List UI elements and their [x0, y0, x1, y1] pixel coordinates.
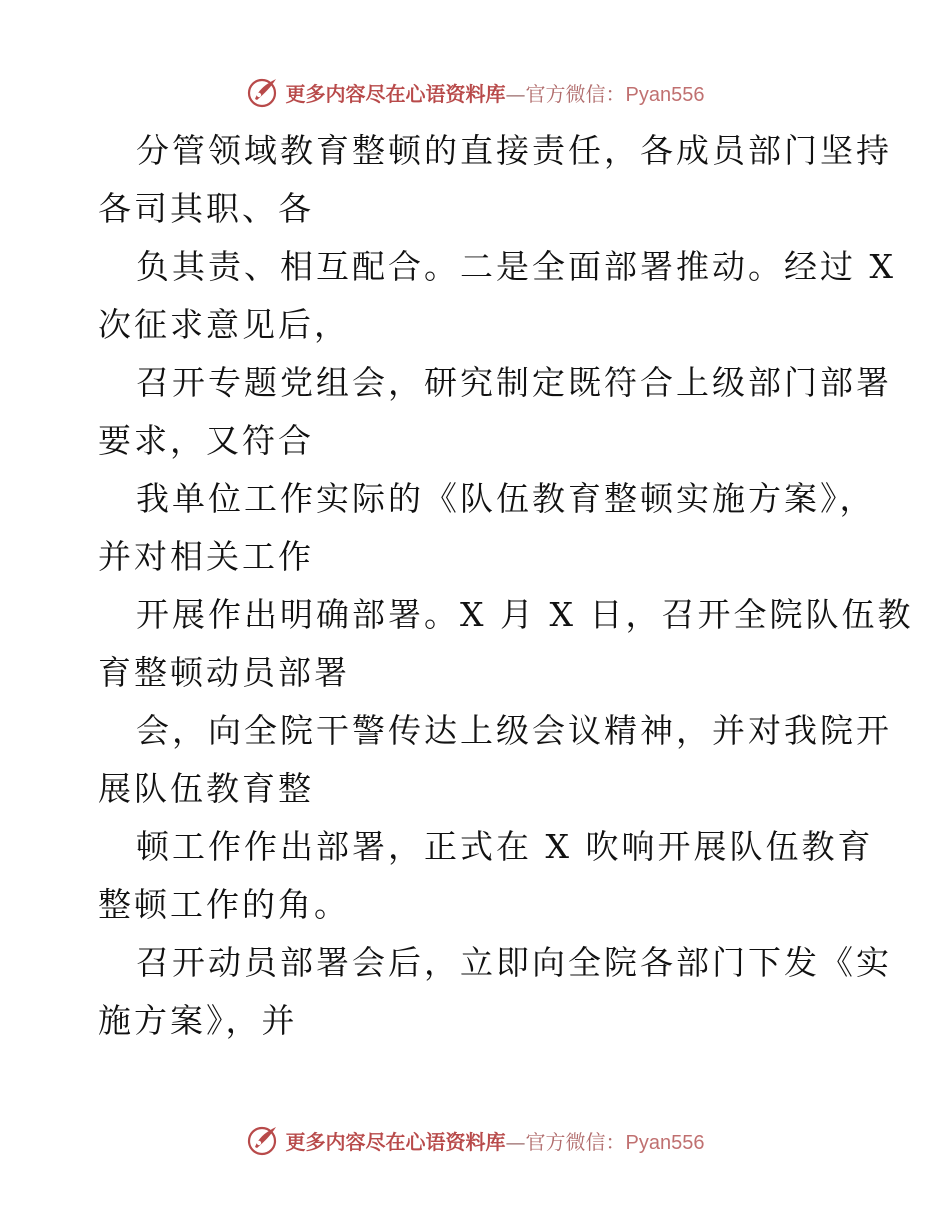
- footer-watermark: [0, 1120, 950, 1160]
- text-line: 要求，又符合: [98, 421, 314, 460]
- watermark-wechat-id: Pyan556: [625, 83, 705, 106]
- watermark-wechat-label: 官方微信：: [525, 81, 626, 106]
- watermark-dash: —: [505, 1129, 526, 1154]
- text-line: 展队伍教育整: [98, 769, 314, 808]
- text-line: 整顿工作的角。: [98, 885, 350, 924]
- text-line: 会，向全院干警传达上级会议精神，并对我院开: [136, 711, 892, 750]
- text-line: 施方案》，并: [98, 1001, 298, 1040]
- text-line: 顿工作作出部署，正式在 X 吹响开展队伍教育: [136, 827, 874, 866]
- text-line: 并对相关工作: [98, 537, 314, 576]
- text-line: 次征求意见后，: [98, 305, 350, 344]
- text-line: 分管领域教育整顿的直接责任，各成员部门坚持: [136, 131, 892, 170]
- header-watermark: [0, 72, 950, 112]
- pen-logo-icon: [246, 75, 280, 109]
- watermark-main: 更多内容尽在心语资料库: [285, 1129, 506, 1154]
- text-line: 开展作出明确部署。X 月 X 日，召开全院队伍教: [136, 595, 914, 634]
- watermark-wechat-label: 官方微信：: [525, 1129, 626, 1154]
- watermark-dash: —: [505, 81, 526, 106]
- document-body: [98, 122, 914, 1050]
- text-line: 育整顿动员部署: [98, 653, 350, 692]
- text-line: 各司其职、各: [98, 189, 314, 228]
- text-line: 我单位工作实际的《队伍教育整顿实施方案》，: [136, 479, 876, 518]
- watermark-text: [286, 1126, 705, 1155]
- watermark-wechat-id: Pyan556: [625, 1131, 705, 1154]
- text-line: 召开动员部署会后，立即向全院各部门下发《实: [136, 943, 892, 982]
- watermark-main: 更多内容尽在心语资料库: [285, 81, 506, 106]
- watermark-text: [286, 78, 705, 107]
- text-line: 负其责、相互配合。二是全面部署推动。经过 X: [136, 247, 896, 286]
- pen-logo-icon: [246, 1123, 280, 1157]
- text-line: 召开专题党组会，研究制定既符合上级部门部署: [136, 363, 892, 402]
